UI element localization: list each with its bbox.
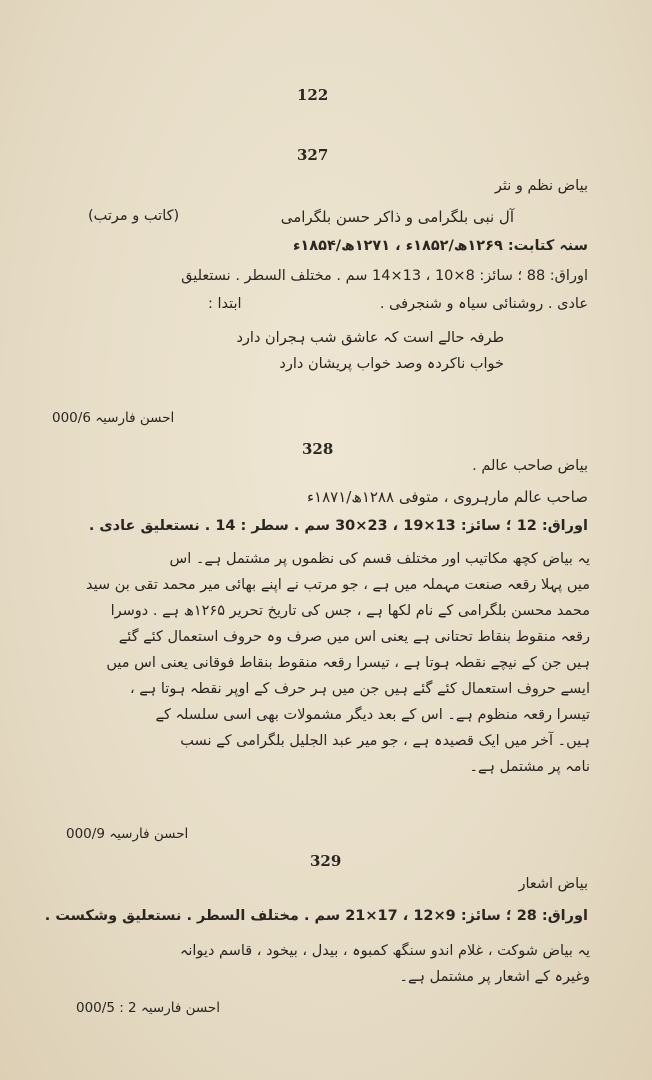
entry-327-number: 327 (297, 146, 329, 164)
entry-328-reference: احسن فارسیہ 000/9 (66, 826, 189, 842)
entry-329-physical: اوراق: 28 ؛ سائز: 9×12 ، 17×21 سم . مختلف السطر . نستعلیق وشکست . (44, 908, 588, 924)
entry-329-title: بیاض اشعار (518, 876, 588, 892)
entry-329-number: 329 (310, 852, 342, 870)
entry-328-description-line: ہیں۔ آخر میں ایک قصیدہ ہے ، جو میر عبد الجلیل بلگرامی کے نسب (180, 733, 590, 749)
page-number: 122 (297, 86, 329, 104)
entry-328-description-line: ایسے حروف استعمال کئے گئے ہیں جن میں ہر حرف کے اوپر نقطہ ہوتا ہے ، (130, 681, 590, 697)
entry-327-verse-1: طرفہ حالے است کہ عاشق شب ہجران دارد (236, 330, 504, 346)
entry-328-description-line: یہ بیاض کچھ مکاتیب اور مختلف قسم کی نظموں پر مشتمل ہے۔ اس (169, 551, 590, 567)
entry-328-description-line: رقعہ منقوط بنقاط تحتانی ہے یعنی اس میں صرف وہ حروف استعمال کئے گئے (118, 629, 590, 645)
entry-327-role: (کاتب و مرتب) (88, 208, 180, 224)
entry-328-description-line: ہیں جن کے نیچے نقطہ ہوتا ہے ، تیسرا رقعہ منقوط بنقاط فوقانی یعنی اس میں (106, 655, 590, 671)
entry-327-reference: احسن فارسیہ 000/6 (52, 410, 175, 426)
entry-328-description-line: نامہ پر مشتمل ہے۔ (469, 759, 590, 775)
entry-327-verse-2: خواب ناکردہ وصد خواب پریشان دارد (279, 356, 504, 372)
entry-329-description-line: وغیرہ کے اشعار پر مشتمل ہے۔ (399, 969, 590, 985)
entry-327-author: آل نبی بلگرامی و ذاکر حسن بلگرامی (280, 208, 514, 226)
entry-329-description-line: یہ بیاض شوکت ، غلام اندو سنگھ کمبوہ ، بیدل ، بیخود ، قاسم دیوانہ (179, 943, 590, 959)
entry-329-description (50, 938, 590, 990)
entry-328-description-line: میں پہلا رقعہ صنعت مہملہ میں ہے ، جو مرتب نے اپنے بھائی میر محمد تقی بن سید (85, 577, 590, 593)
entry-327-physical: اوراق: 88 ؛ سائز: 8×10 ، 13×14 سم . مختلف السطر . نستعلیق (181, 268, 588, 284)
entry-327-physical-continued: عادی . روشنائی سیاہ و شنجرفی . (379, 296, 588, 312)
entry-328-number: 328 (302, 440, 334, 458)
entry-328-title: بیاض صاحب عالم . (472, 458, 588, 474)
entry-328-description-line: محمد محسن بلگرامی کے نام لکھا ہے ، جس کی تاریخ تحریر ۱۲۶۵ھ ہے . دوسرا (110, 603, 590, 619)
entry-328-physical: اوراق: 12 ؛ سائز: 13×19 ، 23×30 سم . سطر : 14 . نستعلیق عادی . (88, 518, 588, 534)
entry-327-date: سنہ کتابت: ۱۲۶۹ھ/۱۸۵۲ء ، ۱۲۷۱ھ/۱۸۵۴ء (292, 238, 588, 254)
entry-328-description (50, 546, 590, 780)
entry-327-incipit-label: ابتدا : (208, 296, 242, 312)
entry-328-author: صاحب عالم مارہروی ، متوفی ۱۲۸۸ھ/۱۸۷۱ء (306, 488, 588, 506)
entry-327-title: بیاض نظم و نثر (494, 178, 588, 194)
entry-329-reference: احسن فارسیہ 2 : 000/5 (76, 1000, 221, 1016)
entry-328-description-line: تیسرا رقعہ منظوم ہے۔ اس کے بعد دیگر مشمولات بھی اسی سلسلہ کے (155, 707, 590, 723)
